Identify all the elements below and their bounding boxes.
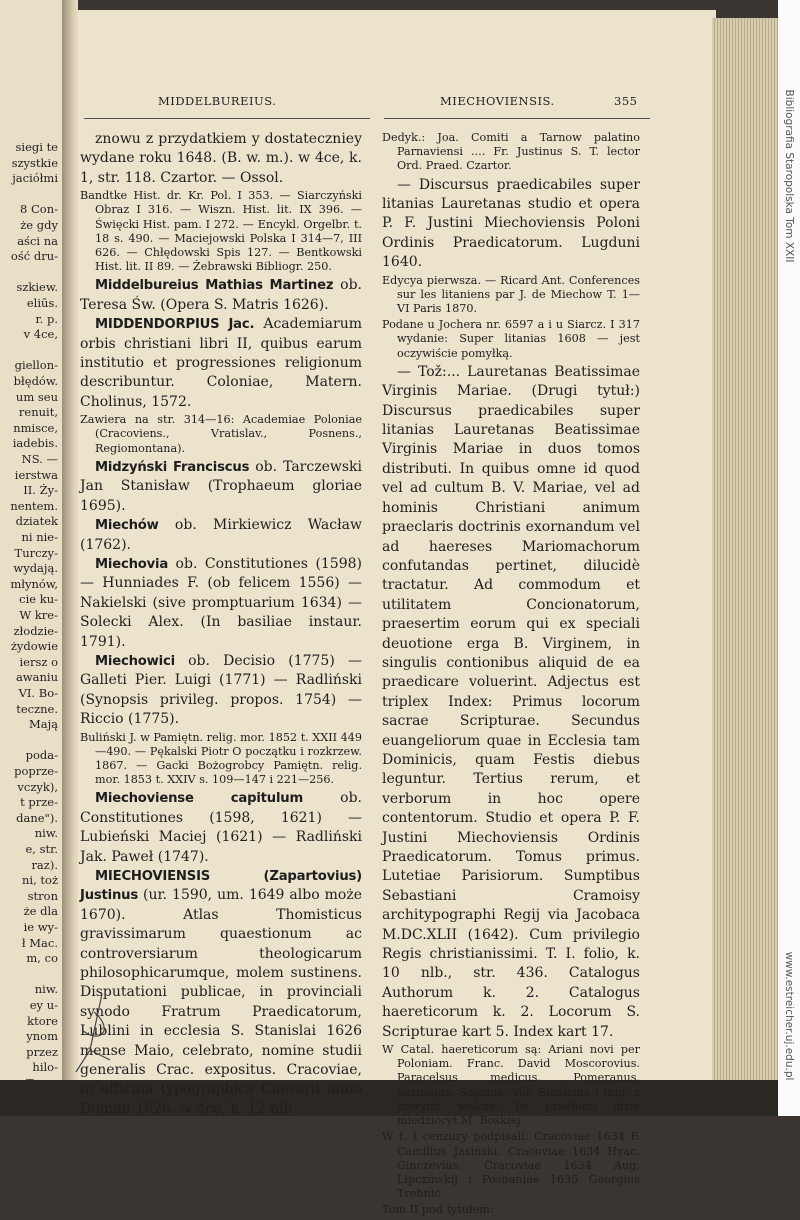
note-paragraph [382, 274, 640, 317]
entry-text: ob. Mirkiewicz Wacław (1762). [80, 517, 362, 553]
left-page-fragment: poprze- [14, 764, 58, 778]
entry-heading: MIDDENDORPIUS Jac. [95, 317, 255, 333]
entry-text: Bandtke Hist. dr. Kr. Pol. I 353. — Siarczyński Obraz I 316. — Wiszn. Hist. lit. IX 396. — Święcki Hist. pam. I 272. — Encykl. Orgelbr. t. 18 s. 490. — Maciejowski Polska I 314—7, III 626. — Chłędowski Spis 127. — Bentkowski Hist. lit. II 89. — Żebrawski Bibliogr. 250. [80, 189, 362, 274]
note-paragraph [80, 413, 362, 456]
left-page-fragment: że gdy [20, 218, 58, 232]
left-page-fragment: szystkie [11, 155, 58, 170]
left-page-fragment: ynom [26, 1029, 58, 1044]
entry-text: Buliński J. w Pamiętn. relig. mor. 1852 t. XXII 449—490. — Pękalski Piotr O początku i rozkrzew. 1867. — Gacki Bożogrobcy Pamiętn. relig. mor. 1853 t. XXIV s. 109—147 i 221—256. [80, 730, 362, 787]
left-page-fragment: stron [27, 888, 58, 903]
left-page-fragment: młynów, [10, 576, 58, 591]
left-page-fragment: v 4ce, [23, 327, 58, 342]
left-page-fragment: niw. [34, 982, 58, 997]
note-paragraph [80, 189, 362, 274]
entry-text: — Discursus praedicabiles super litanias Lauretanas studio et opera P. F. Justini Miechoviensis Poloni Ordinis Praedicatorum. Lugduni 1640. [382, 176, 640, 271]
note-paragraph [382, 318, 640, 361]
note-paragraph [382, 1203, 640, 1217]
left-page-fragment: cie ku- [19, 592, 58, 607]
entry-heading: Miechowici [95, 653, 175, 669]
left-page-fragment: poda- [25, 748, 58, 763]
entry-paragraph [382, 363, 640, 1042]
left-page-fragment: dane"). [16, 810, 58, 825]
left-page-fragment: ni nie- [21, 530, 58, 544]
entry-heading: Miechów [95, 518, 159, 534]
signature-mark [60, 990, 130, 1080]
left-page-fragment: t prze- [20, 795, 58, 810]
left-page-fragment: 8 Con- [20, 202, 58, 217]
entry-text: Edycya pierwsza. — Ricard Ant. Conferences sur les litaniens par J. de Miechow T. 1—VI Paris 1870. [382, 273, 640, 316]
entry-text: ob. Teresa Św. (Opera S. Matris 1626). [80, 277, 363, 313]
left-page-fragment: ość dru- [10, 249, 58, 264]
left-page-fragment: ierstwa [14, 467, 58, 482]
entry-text: znowu z przydatkiem y dostateczniey wydane roku 1648. (B. w. m.). w 4ce, k. 1, str. 118. Czartor. — Ossol. [80, 131, 362, 186]
entry-heading: Miechoviense capitulum [95, 791, 304, 807]
left-page-fragment: siegi te [15, 140, 58, 154]
entry-text: ob. Tarczewski Jan Stanisław (Trophaeum gloriae 1695). [80, 458, 363, 514]
left-page-fragment: raz). [31, 857, 58, 872]
left-page-fragment: II. Ży- [23, 483, 58, 498]
right-column [382, 130, 640, 1220]
running-head-left: MIDDELBUREIUS. [158, 94, 277, 108]
entry-text: Tom II pod tytułem: [382, 1203, 494, 1217]
collection-label: Bibliografia Staropolska Tom XXII [783, 89, 795, 263]
left-page-fragment: ey u- [29, 998, 58, 1012]
left-page-fragment: um seu [15, 389, 58, 404]
left-page-fragment: aści na [17, 233, 58, 248]
left-page-fragment: r. p. [35, 311, 58, 326]
left-page-fragment: e, str. [25, 842, 58, 856]
header-rule-right [384, 118, 650, 119]
left-page-fragment: VI. Bo- [18, 686, 58, 700]
entry-text: (ur. 1590, um. 1649 albo może 1670). Atlas Thomisticus gravissimarum quaestionum ac controversiarum theologicarum philosophicarumque, molem sustinens. Disputationi publicae, in provinciali synodo Fratrum Praedicatorum, Lublini in ecclesia S. Stanislai 1626 mense Maio, celebrato, nomine studii generalis Crac. expositus. Cracoviae, in officina typographica Caesarii anno Domini 1626. w 4ce, k. 12 nlb. [80, 887, 362, 1117]
left-page-fragment: dziatek [15, 514, 58, 529]
entry-text: ob. Constitutiones (1598, 1621) — Lubieński Maciej (1621) — Radliński Jak. Paweł (1747). [80, 790, 363, 865]
entry-paragraph [80, 516, 362, 555]
entry-paragraph [80, 555, 362, 652]
left-page-fragment: W kre- [19, 608, 58, 622]
left-page-fragment: jaciółmi [12, 171, 58, 186]
website-label: www.estreicher.uj.edu.pl [783, 951, 795, 1081]
left-page-fragment: iersz o [19, 654, 58, 669]
entry-text: Podane u Jochera nr. 6597 a i u Siarcz. I 317 wydanie: Super litanias 1608 — jest oczywiście pomyłką. [382, 318, 640, 360]
left-page-fragment: wydają. [13, 561, 58, 576]
note-paragraph [382, 1130, 640, 1201]
entry-paragraph [80, 276, 362, 315]
running-head-center: MIECHOVIENSIS. [440, 94, 555, 108]
left-page-fragment: żydowie [10, 639, 58, 654]
left-page-fragment: przez [26, 1044, 58, 1059]
left-page-fragment: ktore [27, 1013, 58, 1028]
left-page-fragment: m, co [26, 951, 58, 966]
left-page-fragment: giellon- [14, 358, 58, 373]
page-number: 355 [614, 94, 638, 108]
entry-text: W Catal. haereticorum są: Ariani novi per Poloniam. Franc. David Moscorovius. Paracelsus medicus. Pomeranus. Sarnicius. Socinus. Val. Smalcius i inni, z którymi walczy. Po praefatio idzie miedzioryt M. Boskiej. [382, 1043, 640, 1128]
entry-heading: Middelbureius Mathias Martinez [95, 278, 334, 294]
entry-paragraph [80, 458, 362, 516]
left-page-fragment: nmisce, [13, 420, 58, 435]
left-page-fragment: błędów. [13, 374, 58, 388]
entry-text: Dedyk.: Joa. Comiti a Tarnow palatino Parnaviensi .... Fr. Justinus S. T. lector Ord. Praed. Czartor. [382, 131, 640, 173]
note-paragraph [382, 1043, 640, 1128]
left-page-fragment: ie wy- [23, 920, 58, 934]
left-page-fragment: że dla [23, 904, 58, 919]
entry-text: Zawiera na str. 314—16: Academiae Poloniae (Cracoviens., Vratislav., Posnens., Regiomontana). [80, 413, 362, 455]
note-paragraph [382, 131, 640, 174]
left-page-fragment: ni, toż [22, 873, 58, 888]
entry-paragraph [80, 789, 362, 867]
left-page-fragment: nentem. [10, 498, 58, 513]
left-column [80, 130, 362, 1119]
left-page-fragment: złodzie- [13, 623, 58, 638]
entry-text: — Tož:... Lauretanas Beatissimae Virginis Mariae. (Drugi tytuł:) Discursus praedicabiles super litanias Lauretanas Beatissimae Virginis Mariae in duos tomos distributi. In quibus omne id quod vel ad cultum B. V. Mariae, vel ad hominis Christiani animum praeclaris doctrinis exornandum vel ad haereses Mariomachorum confutandas pertinet, dilucidè tractatur. Ad commodum et utilitatem Concionatorum, praesertim eorum qui ex speciali deuotione erga B. Virginem, in singulis contionibus aliquid de ea praedicare voluerint. Adjectus est triplex Index: Primus locorum sacrae Scripturae. Secundus euangeliorum quae in Ecclesia tam Dominicis, quam Festis diebus leguntur. Tertius rerum, et verborum in hoc opere contentorum. Studio et opera P. F. Justini Miechoviensis Ordinis Praedicatorum. Tomus primus. Lutetiae Parisiorum. Sumptibus Sebastiani Cramoisy architypographi Regij via Jacobaca M.DC.XLII (1642). Cum privilegio Regis christianissimi. T. I. folio, k. 10 nlb., str. 436. Catalogus Authorum k. 2. Catalogus haereticorum k. 2. Locorum S. Scripturae kart 5. Index kart 17. [382, 363, 640, 1040]
entry-text: Academiarum orbis christiani libri II, quibus earum institutio et progressiones religionum describuntur. Coloniae, Matern. Cholinus, 1572. [80, 316, 362, 410]
entry-text: W t. I cenzury podpisali: Cracoviae 1634 F. Camillus Jasiński. Cracoviae 1634 Hyac. Ginczevius. Cracoviae 1634 Aug. Lipczinskij i Posnaniae 1635 Georgius Trebnic. [382, 1130, 640, 1201]
entry-paragraph [80, 652, 362, 730]
header-rule-left [84, 118, 370, 119]
left-page-fragment: teczne. [16, 701, 58, 716]
entry-text: ob. Constitutiones (1598) — Hunniades F. (ob felicem 1556) — Nakielski (sive promptuarium 1634) — Solecki Alex. (In basiliae instaur. 1791). [80, 555, 362, 650]
entry-heading: Midzyński Franciscus [95, 459, 250, 475]
left-page-fragment: iadebis. [12, 436, 58, 451]
entry-paragraph [80, 130, 362, 188]
left-page-fragment: Turczy- [14, 545, 58, 560]
left-page-fragment: ł Mac. [21, 935, 58, 950]
note-paragraph [80, 731, 362, 788]
entry-heading: Miechovia [95, 556, 169, 572]
book-gutter [62, 0, 78, 1080]
entry-text: ob. Decisio (1775) — Galleti Pier. Luigi (1771) — Radliński (Synopsis privileg. propos. 1754) — Riccio (1775). [80, 652, 362, 728]
left-page-edge [0, 0, 64, 1080]
left-page-fragment: hilo- [32, 1060, 58, 1075]
left-page-fragment: vczyk), [17, 779, 58, 794]
left-page-fragment: Mają [28, 717, 58, 732]
left-page-fragment: niw. [34, 826, 58, 841]
entry-paragraph [382, 176, 640, 273]
left-page-fragment: NS. — [21, 452, 58, 466]
left-page-fragment: awaniu [15, 670, 58, 685]
left-page-fragment: renuit, [18, 405, 58, 420]
left-page-fragment: szkiew. [16, 280, 58, 295]
page-edges [712, 18, 778, 1080]
entry-heading: MIECHOVIENSIS (Zapartovius) Justinus [80, 869, 362, 904]
left-page-fragment: eliūs. [26, 296, 58, 310]
entry-paragraph [80, 315, 362, 412]
